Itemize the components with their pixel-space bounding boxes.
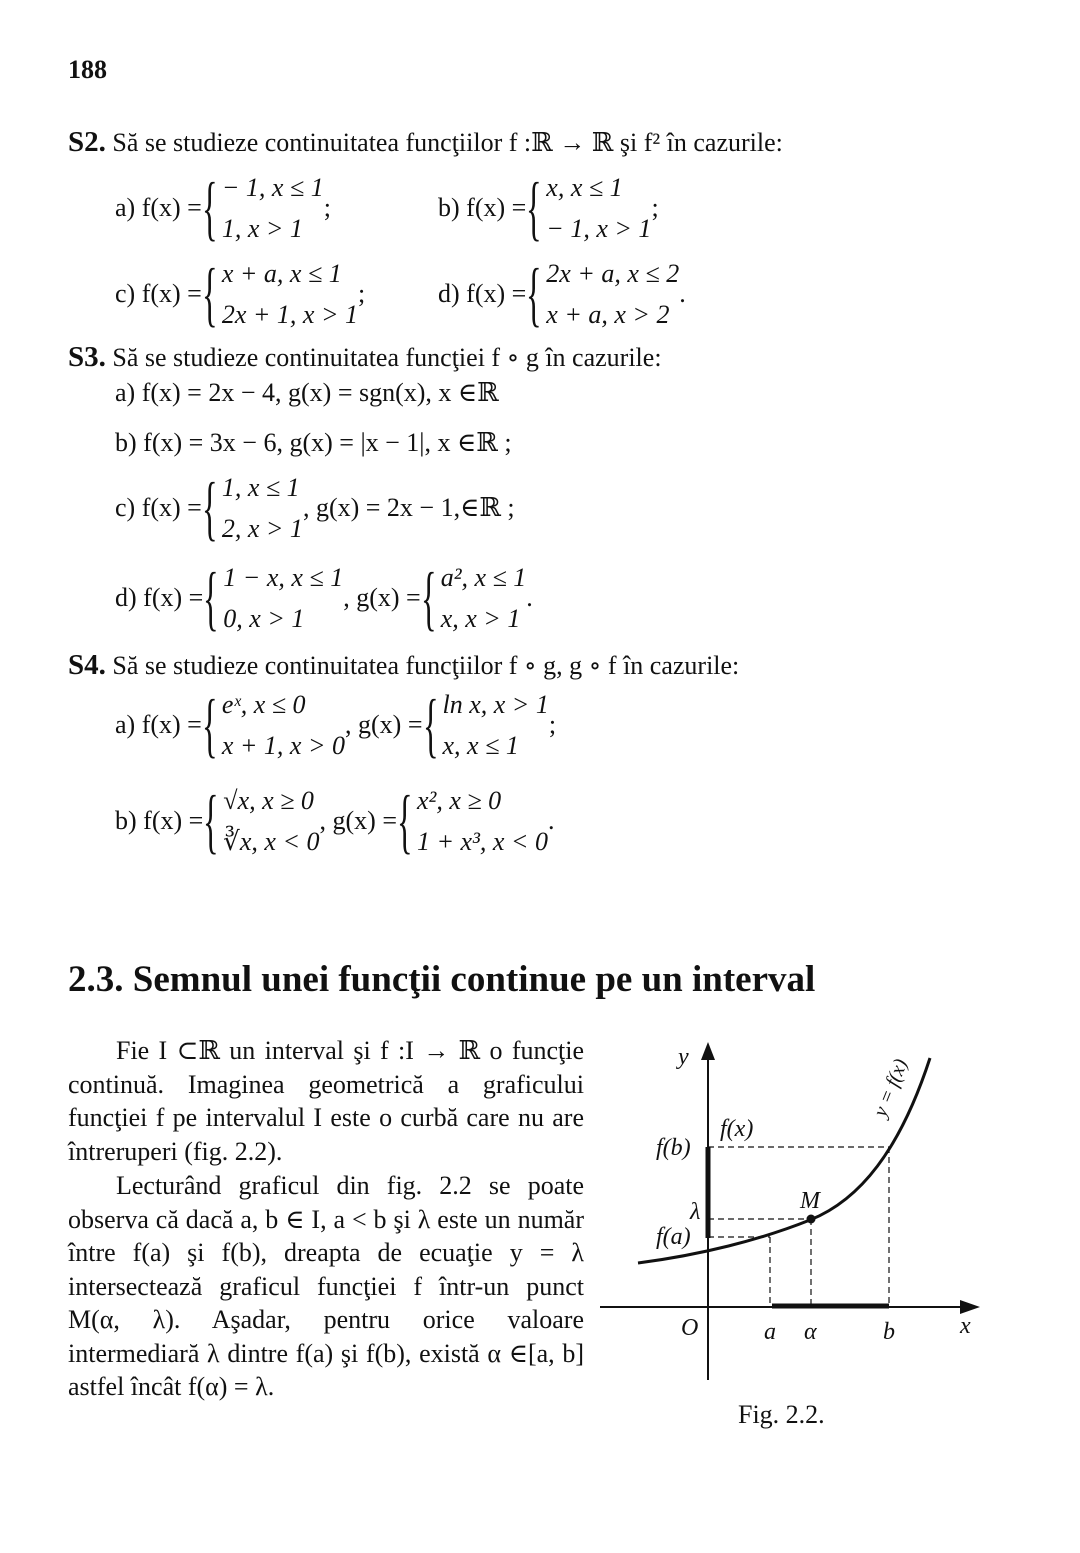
s4-a-g1: ln x, x > 1 <box>442 690 549 719</box>
s2-d-prefix: d) f(x) = <box>438 279 527 308</box>
s4-a-case2: x + 1, x > 0 <box>221 731 346 760</box>
s2-b-prefix: b) f(x) = <box>438 193 527 222</box>
s2-b-case2: − 1, x > 1 <box>546 214 652 243</box>
page-number: 188 <box>68 55 107 84</box>
s4-b-end: . <box>547 806 555 835</box>
s2-a-prefix: a) f(x) = <box>115 193 202 222</box>
s2-d <box>438 253 686 335</box>
s3-d-mid: , g(x) = <box>343 583 421 612</box>
s3-c-case1: 1, x ≤ 1 <box>221 473 300 502</box>
s4-a-g2: x, x ≤ 1 <box>442 731 519 760</box>
fb-label: f(b) <box>656 1135 691 1161</box>
a-label: a <box>764 1319 776 1345</box>
fx-label: f(x) <box>720 1116 754 1142</box>
s3-c <box>115 467 515 549</box>
brace-icon: { <box>526 254 542 334</box>
m-label: M <box>800 1188 820 1214</box>
s2-a <box>115 167 331 249</box>
y-axis-label: y <box>678 1044 689 1070</box>
curve-label: y = f(x) <box>869 1055 913 1120</box>
brace-icon: { <box>201 254 218 334</box>
s4-heading <box>68 649 739 682</box>
origin-label: O <box>681 1315 699 1341</box>
s3-c-prefix: c) f(x) = <box>115 493 202 522</box>
s2-intro: Să se studieze continuitatea funcţiilor f :ℝ → ℝ şi f² în cazurile: <box>112 128 783 157</box>
s3-label: S3. <box>68 341 106 373</box>
brace-icon: { <box>422 685 439 765</box>
brace-icon: { <box>201 168 218 248</box>
s2-heading <box>68 126 783 159</box>
figure-caption: Fig. 2.2. <box>738 1400 825 1429</box>
s4-label: S4. <box>68 649 106 681</box>
paragraph-1-text: Fie I ⊂ℝ un interval şi f :I → ℝ o funcţie continuă. Imaginea geometrică a graficului funcţiei f pe intervalul I este o curbă care nu are întreruperi (fig. 2.2). <box>68 1036 584 1166</box>
brace-icon: { <box>201 468 218 548</box>
s4-a-end: ; <box>548 710 557 739</box>
s2-a-end: ; <box>323 193 331 222</box>
s2-d-case2: x + a, x > 2 <box>546 300 670 329</box>
s4-b-case2: ∛x, x < 0 <box>223 827 320 856</box>
s3-d-case1: 1 − x, x ≤ 1 <box>223 563 344 592</box>
s2-c-case1: x + a, x ≤ 1 <box>221 259 342 288</box>
paragraph-2 <box>68 1169 584 1404</box>
s2-c-prefix: c) f(x) = <box>115 279 202 308</box>
s4-intro: Să se studieze continuitatea funcţiilor f ∘ g, g ∘ f în cazurile: <box>112 651 740 680</box>
s2-c-case2: 2x + 1, x > 1 <box>221 300 359 329</box>
paragraph-2-text: Lecturând graficul din fig. 2.2 se poate observa că dacă a, b ∈ I, a < b şi λ este un număr între f(a) şi f(b), dreapta de ecuaţie y = λ intersectează graficul funcţiei f într-un punct M(α, λ). Aşadar, pentru orice valoare intermediară λ dintre f(a) şi f(b), există α ∈[a, b] astfel încât f(α) = λ. <box>68 1171 584 1401</box>
brace-icon: { <box>203 781 219 861</box>
s4-b-prefix: b) f(x) = <box>115 806 204 835</box>
s2-c <box>115 253 365 335</box>
s4-b-mid: , g(x) = <box>319 806 397 835</box>
s3-b: b) f(x) = 3x − 6, g(x) = |x − 1|, x ∈ℝ ; <box>115 428 512 457</box>
s2-a-case1: − 1, x ≤ 1 <box>221 173 324 202</box>
brace-icon: { <box>526 168 542 248</box>
s2-c-end: ; <box>358 279 366 308</box>
s4-b <box>115 780 554 862</box>
s2-b-end: ; <box>651 193 659 222</box>
s4-b-g1: x², x ≥ 0 <box>416 786 502 815</box>
s2-d-end: . <box>679 279 686 308</box>
y-axis-arrow-icon <box>701 1042 715 1060</box>
s2-a-case2: 1, x > 1 <box>221 214 303 243</box>
section-title: 2.3. Semnul unei funcţii continue pe un interval <box>68 959 816 1000</box>
s3-d <box>115 557 533 639</box>
x-axis-label: x <box>960 1313 971 1339</box>
s2-b-case1: x, x ≤ 1 <box>546 173 623 202</box>
s4-a-mid: , g(x) = <box>345 710 423 739</box>
fa-label: f(a) <box>656 1224 691 1250</box>
alpha-label: α <box>804 1319 817 1345</box>
s2-d-case1: 2x + a, x ≤ 2 <box>546 259 680 288</box>
x-axis-arrow-icon <box>960 1300 980 1314</box>
s3-d-prefix: d) f(x) = <box>115 583 204 612</box>
s3-d-end: . <box>526 583 533 612</box>
s2-label: S2. <box>68 126 106 158</box>
s3-d-g2: x, x > 1 <box>440 604 521 633</box>
s2-b <box>438 167 659 249</box>
s3-intro: Să se studieze continuitatea funcţiei f ∘ g în cazurile: <box>112 343 662 372</box>
brace-icon: { <box>201 685 218 765</box>
s4-b-g2: 1 + x³, x < 0 <box>416 827 548 856</box>
point-m <box>807 1215 816 1224</box>
figure-2-2 <box>600 1030 990 1390</box>
paragraph-1 <box>68 1034 584 1168</box>
lambda-label: λ <box>690 1199 701 1225</box>
s4-b-case1: √x, x ≥ 0 <box>223 786 314 815</box>
brace-icon: { <box>396 781 413 861</box>
s4-a-case1: eˣ, x ≤ 0 <box>221 690 306 719</box>
brace-icon: { <box>203 558 219 638</box>
s3-d-case2: 0, x > 1 <box>223 604 305 633</box>
brace-icon: { <box>420 558 437 638</box>
s3-d-g1: a², x ≤ 1 <box>440 563 527 592</box>
s4-a <box>115 684 556 766</box>
b-label: b <box>883 1319 895 1345</box>
s4-a-prefix: a) f(x) = <box>115 710 202 739</box>
s3-a: a) f(x) = 2x − 4, g(x) = sgn(x), x ∈ℝ <box>115 378 499 407</box>
s3-c-suffix: , g(x) = 2x − 1,∈ℝ ; <box>302 493 515 522</box>
s3-c-case2: 2, x > 1 <box>221 514 303 543</box>
s3-heading <box>68 341 662 374</box>
